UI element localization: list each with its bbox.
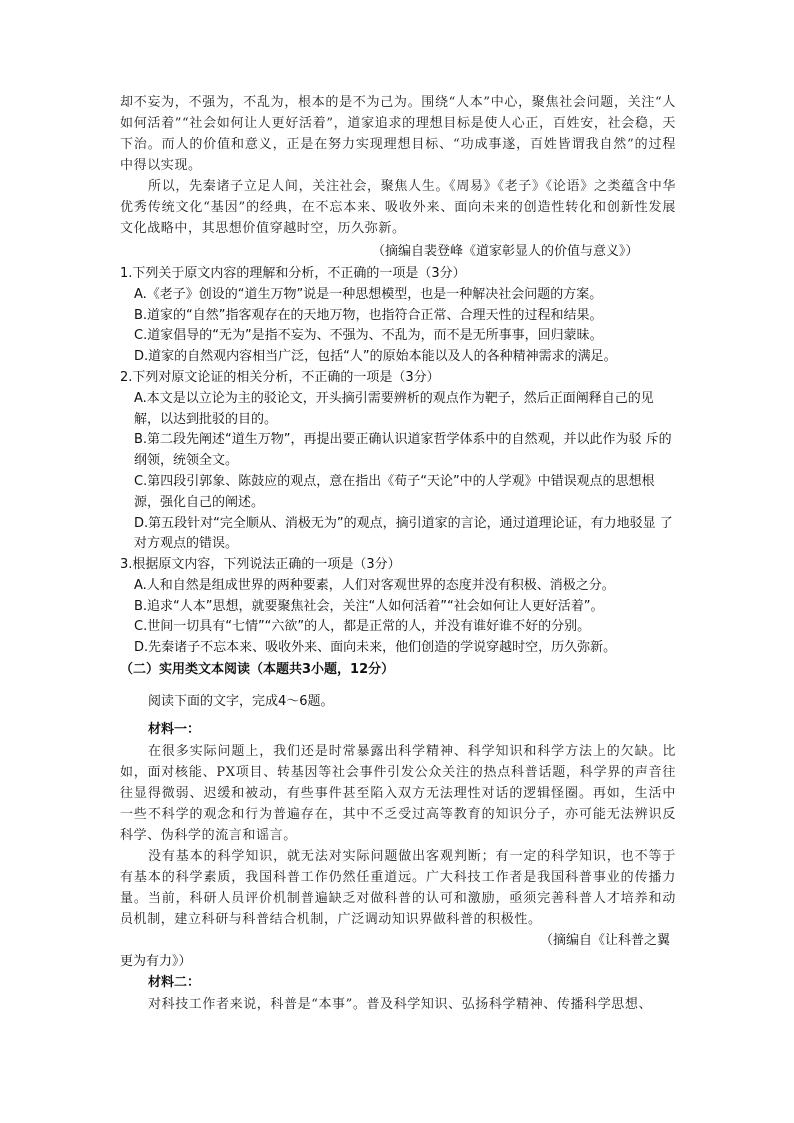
passage1-paragraph-1: 却不妄为，不强为，不乱为，根本的是不为己为。围绕“人本”中心，聚焦社会问题，关注“人如何活着”“社会如何让人更好活着”，道家追求的理想目标是使人心正，百姓安，社会稳，天下治。而人的价值和意义，正是在努力实现理想目标、“功成事遂，百姓皆谓我自然”的过程中得以实现。 [120, 95, 676, 173]
question-3-stem: 3.根据原文内容，下列说法正确的一项是（3分） [120, 557, 401, 572]
material1-paragraph-2: 没有基本的科学知识，就无法对实际问题做出客观判断；有一定的科学知识，也不等于有基本的科学素质，我国科普工作仍然任重道远。广大科技工作者是我国科普事业的传播力量。当前，科研人员评价机制普遍缺乏对做科普的认可和激励，亟须完善科普人才培养和动员机制，建立科研与科普结合机制，广泛调动知识界做科普的积极性。 [120, 849, 676, 927]
material2-title-block [0, 973, 794, 994]
question-3-option-d: D.先秦诸子不忘本来、吸收外来、面向未来，他们创造的学说穿越时空，历久弥新。 [134, 640, 617, 656]
material1-paragraph-1: 在很多实际问题上，我们还是时常暴露出科学精神、科学知识和科学方法上的欠缺。比如，面对核能、PX项目、转基因等社会事件引发公众关注的热点科普话题，科学界的声音往往显得微弱、迟缓和被动，有些事件甚至陷入双方无法理性对话的逻辑怪圈。再如，生活中一些不科学的观念和行为普遍存在，其中不乏受过高等教育的知识分子，亦可能无法辨识反科学、伪科学的流言和谣言。 [120, 744, 676, 843]
question-1-option-b: B.道家的“自然”指客观存在的天地万物，也指符合正常、合理天性的过程和结果。 [134, 307, 603, 323]
question-1-option-d: D.道家的自然观内容相当广泛，包括“人”的原始本能以及人的各种精神需求的满足。 [134, 349, 617, 365]
passage1-source: （摘编自裴登峰《道家彰显人的价值与意义》） [372, 244, 639, 259]
question-3-option-a: A.人和自然是组成世界的两种要素，人们对客观世界的态度并没有积极、消极之分。 [134, 577, 615, 593]
question-1 [0, 264, 794, 368]
question-3 [0, 555, 794, 659]
question-3-option-b: B.追求“人本”思想，就要聚焦社会，关注“人如何活着”“社会如何让人更好活着”。 [134, 598, 604, 614]
passage1-paragraph-2: 所以，先秦诸子立足人间，关注社会，聚焦人生。《周易》《老子》《论语》之类蕴含中华优秀传统文化“基因”的经典，在不忘本来、吸收外来、面向未来的创造性转化和创新性发展文化战略中，其思想价值穿越时空，历久弥新。 [120, 179, 676, 236]
material2-body [0, 994, 794, 1016]
question-2-option-c: C.第四段引郭象、陈鼓应的观点，意在指出《荀子“天论”中的人学观》中错误观点的思想根 源，强化自己的阐述。 [134, 473, 655, 510]
section2-instruction-block [0, 692, 794, 713]
question-3-option-c: C.世间一切具有“七情”“六欲”的人，都是正常的人，并没有谁好谁不好的分别。 [134, 619, 591, 635]
material1-body [0, 741, 794, 930]
question-2 [0, 368, 794, 555]
question-2-option-d: D.第五段针对“完全顺从、消极无为”的观点，摘引道家的言论，通过道理论证，有力地驳显 了对方观点的错误。 [134, 515, 673, 552]
material1-source-block [0, 931, 794, 973]
section2-heading: （二）实用类文本阅读（本题共3小题，12分） [120, 662, 395, 677]
section2-heading-block [0, 660, 794, 681]
material2-title: 材料二： [148, 975, 201, 990]
question-1-option-a: A.《老子》创设的“道生万物”说是一种思想模型，也是一种解决社会问题的方案。 [134, 286, 603, 302]
material2-paragraph-1: 对科技工作者来说，科普是“本事”。普及科学知识、弘扬科学精神、传播科学思想、 [148, 997, 653, 1012]
section2-instruction: 阅读下面的文字，完成4～6题。 [148, 694, 334, 709]
question-1-stem: 1.下列关于原文内容的理解和分析，不正确的一项是（3分） [120, 266, 466, 281]
passage1-source-block [0, 242, 794, 263]
material1-source-line2: 更为有力》） [120, 953, 192, 969]
material1-title-block [0, 720, 794, 741]
passage1-block [0, 92, 794, 239]
question-2-option-b: B.第二段先阐述“道生万物”，再提出要正确认识道家哲学体系中的自然观，并以此作为驳 斥的纲领，统领全文。 [134, 432, 672, 469]
material1-title: 材料一： [148, 722, 201, 737]
question-1-option-c: C.道家倡导的“无为”是指不妄为、不强为、不乱为，而不是无所事事，回归蒙昧。 [134, 328, 603, 344]
question-2-option-a: A.本文是以立论为主的驳论文，开头摘引需要辨析的观点作为靶子，然后正面阐释自己的见解，以达到批驳的目的。 [134, 390, 654, 427]
question-2-stem: 2.下列对原文论证的相关分析，不正确的一项是（3分） [120, 370, 440, 385]
material1-source-line1: （摘编自《让科普之翼 [540, 933, 671, 948]
